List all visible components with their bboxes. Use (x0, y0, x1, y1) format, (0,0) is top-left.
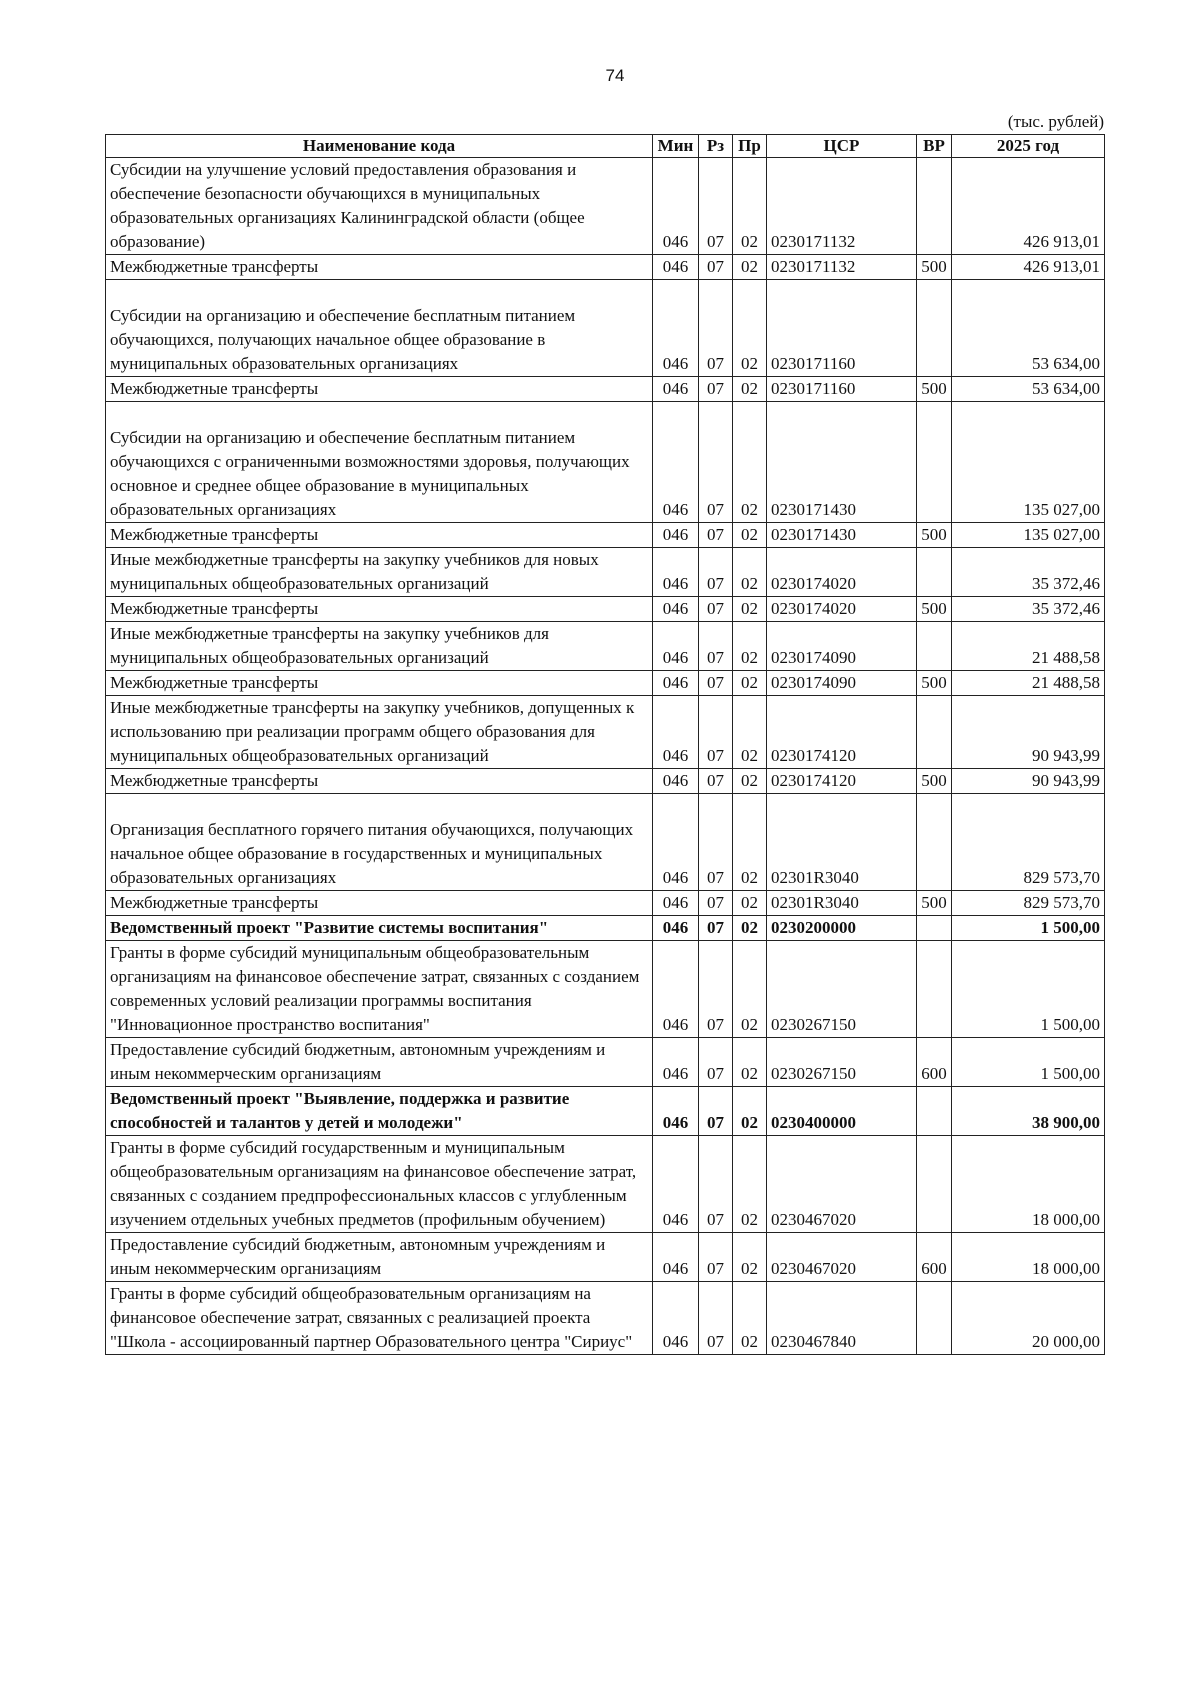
table-row (106, 622, 1105, 671)
row-min: 046 (653, 769, 699, 794)
row-name: Межбюджетные трансферты (106, 671, 653, 696)
row-pr: 02 (733, 1233, 767, 1282)
row-csr: 02301R3040 (767, 891, 917, 916)
row-rz: 07 (699, 548, 733, 597)
row-pr: 02 (733, 696, 767, 769)
table-row (106, 1136, 1105, 1233)
row-csr: 0230267150 (767, 1038, 917, 1087)
table-row (106, 696, 1105, 769)
row-csr: 0230174120 (767, 696, 917, 769)
table-row (106, 377, 1105, 402)
row-pr: 02 (733, 1282, 767, 1355)
table-row-project (106, 916, 1105, 941)
row-csr: 0230171430 (767, 402, 917, 523)
header-rz: Рз (699, 135, 733, 158)
row-rz: 07 (699, 402, 733, 523)
row-csr: 0230467020 (767, 1233, 917, 1282)
row-min: 046 (653, 941, 699, 1038)
row-amount: 21 488,58 (952, 671, 1105, 696)
row-amount: 426 913,01 (952, 158, 1105, 255)
row-vr (917, 622, 952, 671)
row-rz: 07 (699, 1233, 733, 1282)
row-amount: 426 913,01 (952, 255, 1105, 280)
row-name: Субсидии на улучшение условий предоставления образования и обеспечение безопасности обучающихся в муниципальных образовательных организациях Калининградской области (общее образование) (106, 158, 653, 255)
row-rz: 07 (699, 891, 733, 916)
table-row (106, 402, 1105, 523)
table-row (106, 891, 1105, 916)
row-amount: 35 372,46 (952, 597, 1105, 622)
budget-table (105, 134, 1105, 1355)
row-amount: 20 000,00 (952, 1282, 1105, 1355)
row-amount: 21 488,58 (952, 622, 1105, 671)
row-pr: 02 (733, 941, 767, 1038)
row-amount: 1 500,00 (952, 941, 1105, 1038)
table-row (106, 671, 1105, 696)
row-csr: 0230174090 (767, 671, 917, 696)
row-name: Организация бесплатного горячего питания обучающихся, получающих начальное общее образование в государственных и муниципальных образовательных организациях (106, 794, 653, 891)
row-name: Гранты в форме субсидий муниципальным общеобразовательным организациям на финансовое обеспечение затрат, связанных с созданием современных условий реализации программы воспитания "Инновационное пространство воспитания" (106, 941, 653, 1038)
row-csr: 0230171160 (767, 377, 917, 402)
row-csr: 0230467020 (767, 1136, 917, 1233)
row-name: Ведомственный проект "Выявление, поддержка и развитие способностей и талантов у детей и молодежи" (106, 1087, 653, 1136)
row-name: Межбюджетные трансферты (106, 377, 653, 402)
row-min: 046 (653, 1136, 699, 1233)
row-csr: 0230467840 (767, 1282, 917, 1355)
row-vr: 500 (917, 255, 952, 280)
row-vr: 500 (917, 523, 952, 548)
row-rz: 07 (699, 523, 733, 548)
row-min: 046 (653, 622, 699, 671)
table-row (106, 523, 1105, 548)
row-amount: 90 943,99 (952, 769, 1105, 794)
table-row (106, 158, 1105, 255)
row-csr: 0230174020 (767, 548, 917, 597)
row-pr: 02 (733, 597, 767, 622)
row-name: Межбюджетные трансферты (106, 523, 653, 548)
row-min: 046 (653, 158, 699, 255)
row-name: Межбюджетные трансферты (106, 891, 653, 916)
row-pr: 02 (733, 622, 767, 671)
row-rz: 07 (699, 597, 733, 622)
header-amount: 2025 год (952, 135, 1105, 158)
row-pr: 02 (733, 769, 767, 794)
row-rz: 07 (699, 158, 733, 255)
row-vr (917, 1087, 952, 1136)
row-rz: 07 (699, 794, 733, 891)
table-row (106, 941, 1105, 1038)
row-min: 046 (653, 523, 699, 548)
row-pr: 02 (733, 158, 767, 255)
row-min: 046 (653, 891, 699, 916)
row-name: Иные межбюджетные трансферты на закупку учебников для муниципальных общеобразовательных организаций (106, 622, 653, 671)
row-vr: 500 (917, 597, 952, 622)
row-pr: 02 (733, 794, 767, 891)
row-pr: 02 (733, 1038, 767, 1087)
table-row-project (106, 1087, 1105, 1136)
table-row (106, 769, 1105, 794)
table-row (106, 1233, 1105, 1282)
row-vr (917, 1282, 952, 1355)
row-pr: 02 (733, 255, 767, 280)
row-min: 046 (653, 1087, 699, 1136)
row-min: 046 (653, 377, 699, 402)
row-csr: 0230171132 (767, 158, 917, 255)
row-vr (917, 402, 952, 523)
table-row (106, 548, 1105, 597)
row-min: 046 (653, 597, 699, 622)
row-pr: 02 (733, 891, 767, 916)
row-vr: 500 (917, 891, 952, 916)
row-csr: 02301R3040 (767, 794, 917, 891)
row-amount: 38 900,00 (952, 1087, 1105, 1136)
row-name: Межбюджетные трансферты (106, 597, 653, 622)
row-csr: 0230171160 (767, 280, 917, 377)
row-csr: 0230200000 (767, 916, 917, 941)
row-rz: 07 (699, 696, 733, 769)
row-vr (917, 794, 952, 891)
row-vr (917, 941, 952, 1038)
header-pr: Пр (733, 135, 767, 158)
row-amount: 135 027,00 (952, 402, 1105, 523)
row-name: Иные межбюджетные трансферты на закупку учебников, допущенных к использованию при реализации программ общего образования для муниципальных общеобразовательных организаций (106, 696, 653, 769)
row-name: Предоставление субсидий бюджетным, автономным учреждениям и иным некоммерческим организациям (106, 1233, 653, 1282)
row-vr: 600 (917, 1038, 952, 1087)
row-vr (917, 548, 952, 597)
row-amount: 18 000,00 (952, 1233, 1105, 1282)
row-pr: 02 (733, 548, 767, 597)
row-vr: 500 (917, 671, 952, 696)
row-name: Ведомственный проект "Развитие системы воспитания" (106, 916, 653, 941)
row-min: 046 (653, 1233, 699, 1282)
header-vr: ВР (917, 135, 952, 158)
row-name: Иные межбюджетные трансферты на закупку учебников для новых муниципальных общеобразовательных организаций (106, 548, 653, 597)
page-number: 74 (605, 66, 625, 85)
row-vr (917, 280, 952, 377)
row-pr: 02 (733, 1136, 767, 1233)
row-amount: 53 634,00 (952, 280, 1105, 377)
row-amount: 1 500,00 (952, 916, 1105, 941)
row-min: 046 (653, 280, 699, 377)
row-amount: 135 027,00 (952, 523, 1105, 548)
table-row (106, 280, 1105, 377)
table-row (106, 597, 1105, 622)
row-vr (917, 916, 952, 941)
row-csr: 0230174090 (767, 622, 917, 671)
row-amount: 35 372,46 (952, 548, 1105, 597)
row-min: 046 (653, 255, 699, 280)
row-rz: 07 (699, 671, 733, 696)
row-rz: 07 (699, 769, 733, 794)
row-pr: 02 (733, 402, 767, 523)
table-row (106, 255, 1105, 280)
units-label: (тыс. рублей) (1007, 112, 1104, 131)
row-amount: 18 000,00 (952, 1136, 1105, 1233)
row-vr: 500 (917, 769, 952, 794)
row-rz: 07 (699, 1282, 733, 1355)
row-rz: 07 (699, 1136, 733, 1233)
row-rz: 07 (699, 1087, 733, 1136)
row-rz: 07 (699, 916, 733, 941)
row-rz: 07 (699, 622, 733, 671)
row-vr (917, 1136, 952, 1233)
row-csr: 0230171132 (767, 255, 917, 280)
header-name: Наименование кода (106, 135, 653, 158)
row-csr: 0230400000 (767, 1087, 917, 1136)
row-vr (917, 696, 952, 769)
table-row (106, 1282, 1105, 1355)
row-min: 046 (653, 916, 699, 941)
row-amount: 1 500,00 (952, 1038, 1105, 1087)
row-pr: 02 (733, 1087, 767, 1136)
table-row (106, 1038, 1105, 1087)
row-name: Межбюджетные трансферты (106, 255, 653, 280)
row-csr: 0230174020 (767, 597, 917, 622)
row-amount: 90 943,99 (952, 696, 1105, 769)
row-csr: 0230267150 (767, 941, 917, 1038)
row-csr: 0230171430 (767, 523, 917, 548)
row-min: 046 (653, 1282, 699, 1355)
row-min: 046 (653, 548, 699, 597)
row-rz: 07 (699, 255, 733, 280)
row-pr: 02 (733, 280, 767, 377)
row-pr: 02 (733, 377, 767, 402)
header-csr: ЦСР (767, 135, 917, 158)
row-pr: 02 (733, 916, 767, 941)
row-amount: 829 573,70 (952, 794, 1105, 891)
row-rz: 07 (699, 941, 733, 1038)
row-name: Предоставление субсидий бюджетным, автономным учреждениям и иным некоммерческим организациям (106, 1038, 653, 1087)
row-name: Субсидии на организацию и обеспечение бесплатным питанием обучающихся, получающих начальное общее образование в муниципальных образовательных организациях (106, 280, 653, 377)
row-rz: 07 (699, 377, 733, 402)
table-row (106, 794, 1105, 891)
row-rz: 07 (699, 280, 733, 377)
row-min: 046 (653, 402, 699, 523)
row-csr: 0230174120 (767, 769, 917, 794)
row-name: Межбюджетные трансферты (106, 769, 653, 794)
row-vr (917, 158, 952, 255)
table-header-row (106, 135, 1105, 158)
row-min: 046 (653, 671, 699, 696)
row-min: 046 (653, 696, 699, 769)
row-pr: 02 (733, 523, 767, 548)
row-amount: 53 634,00 (952, 377, 1105, 402)
row-name: Гранты в форме субсидий государственным и муниципальным общеобразовательным организациям на финансовое обеспечение затрат, связанных с созданием предпрофессиональных классов с углубленным изучением отдельных учебных предметов (профильным обучением) (106, 1136, 653, 1233)
header-min: Мин (653, 135, 699, 158)
row-min: 046 (653, 1038, 699, 1087)
row-name: Субсидии на организацию и обеспечение бесплатным питанием обучающихся с ограниченными возможностями здоровья, получающих основное и среднее общее образование в муниципальных образовательных организациях (106, 402, 653, 523)
row-rz: 07 (699, 1038, 733, 1087)
row-amount: 829 573,70 (952, 891, 1105, 916)
row-vr: 600 (917, 1233, 952, 1282)
row-min: 046 (653, 794, 699, 891)
row-pr: 02 (733, 671, 767, 696)
row-vr: 500 (917, 377, 952, 402)
row-name: Гранты в форме субсидий общеобразовательным организациям на финансовое обеспечение затрат, связанных с реализацией проекта "Школа - ассоциированный партнер Образовательного центра "Сириус" (106, 1282, 653, 1355)
